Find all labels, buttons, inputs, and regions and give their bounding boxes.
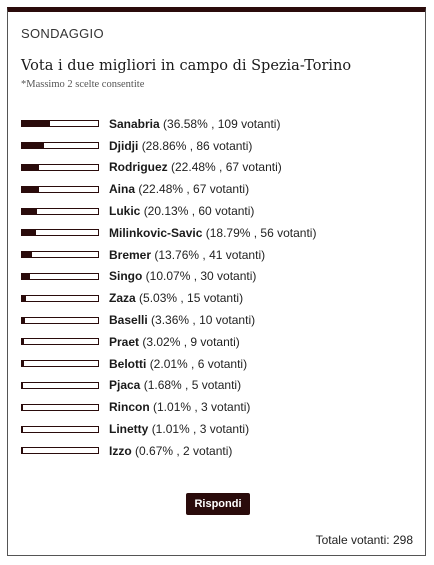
poll-options-list [21,113,316,462]
option-stats: (36.58% , 109 votanti) [163,116,281,131]
option-name: Linetty [109,422,149,437]
option-stats: (1.01% , 3 votanti) [151,422,250,437]
option-label [109,335,240,349]
result-bar [21,229,99,236]
poll-option[interactable] [21,244,316,266]
poll-section-label: SONDAGGIO [21,26,104,41]
option-stats: (1.68% , 5 votanti) [143,378,242,393]
option-label [109,378,241,392]
result-bar-fill [22,405,23,410]
option-stats: (13.76% , 41 votanti) [154,247,266,262]
result-bar-fill [22,361,24,366]
result-bar [21,273,99,280]
result-bar-fill [22,296,26,301]
result-bar [21,142,99,149]
option-name: Rodriguez [109,160,168,175]
result-bar [21,317,99,324]
poll-option[interactable] [21,287,316,309]
poll-option[interactable] [21,222,316,244]
option-stats: (20.13% , 60 votanti) [143,204,255,219]
option-name: Milinkovic-Savic [109,225,203,240]
option-name: Bremer [109,247,152,262]
poll-option[interactable] [21,353,316,375]
option-label [109,313,255,327]
option-label [109,400,250,414]
result-bar-fill [22,427,23,432]
option-label [109,444,232,458]
result-bar-fill [22,448,23,453]
result-bar [21,186,99,193]
submit-button[interactable]: Rispondi [186,493,250,515]
total-voters: Totale votanti: 298 [315,533,413,547]
option-stats: (2.01% , 6 votanti) [149,356,248,371]
poll-option[interactable] [21,396,316,418]
poll-option[interactable] [21,331,316,353]
poll-widget [7,7,426,556]
option-stats: (28.86% , 86 votanti) [141,138,253,153]
option-name: Pjaca [109,378,141,393]
option-stats: (5.03% , 15 votanti) [139,291,244,306]
option-stats: (3.36% , 10 votanti) [151,313,256,328]
result-bar-fill [22,230,36,235]
result-bar [21,120,99,127]
result-bar-fill [22,209,37,214]
poll-option[interactable] [21,266,316,288]
option-name: Belotti [109,356,147,371]
poll-option[interactable] [21,418,316,440]
result-bar-fill [22,383,23,388]
result-bar [21,447,99,454]
option-name: Sanabria [109,116,160,131]
option-stats: (18.79% , 56 votanti) [205,225,317,240]
result-bar-fill [22,187,39,192]
option-label [109,422,249,436]
option-label [109,248,265,262]
option-name: Izzo [109,443,132,458]
poll-option[interactable] [21,135,316,157]
poll-option[interactable] [21,440,316,462]
result-bar-fill [22,252,32,257]
option-stats: (3.02% , 9 votanti) [142,334,240,349]
result-bar-fill [22,121,50,126]
result-bar [21,295,99,302]
poll-option[interactable] [21,178,316,200]
option-label [109,117,280,131]
option-name: Djidji [109,138,139,153]
poll-option[interactable] [21,309,316,331]
result-bar [21,404,99,411]
result-bar-fill [22,143,44,148]
option-label [109,204,254,218]
option-label [109,291,243,305]
result-bar [21,251,99,258]
option-name: Praet [109,334,140,349]
poll-option[interactable] [21,113,316,135]
poll-note: *Massimo 2 scelte consentite [21,79,145,90]
option-stats: (22.48% , 67 votanti) [138,182,250,197]
result-bar [21,208,99,215]
poll-option[interactable] [21,200,316,222]
option-label [109,226,316,240]
option-stats: (10.07% , 30 votanti) [145,269,257,284]
option-stats: (22.48% , 67 votanti) [171,160,282,175]
option-name: Rincon [109,400,150,415]
option-name: Zaza [109,291,136,306]
result-bar [21,338,99,345]
option-name: Singo [109,269,143,284]
option-label [109,160,282,174]
option-name: Lukic [109,204,141,219]
result-bar [21,164,99,171]
result-bar-fill [22,318,25,323]
result-bar-fill [22,165,39,170]
option-label [109,182,249,196]
poll-question: Vota i due migliori in campo di Spezia-Torino [21,58,352,74]
option-label [109,269,256,283]
result-bar [21,426,99,433]
result-bar [21,382,99,389]
option-label [109,357,247,371]
option-stats: (0.67% , 2 votanti) [135,443,233,458]
result-bar-fill [22,274,30,279]
result-bar [21,360,99,367]
option-stats: (1.01% , 3 votanti) [153,400,251,415]
poll-option[interactable] [21,157,316,179]
option-label [109,139,252,153]
result-bar-fill [22,339,24,344]
poll-option[interactable] [21,375,316,397]
option-name: Baselli [109,313,148,328]
option-name: Aina [109,182,136,197]
